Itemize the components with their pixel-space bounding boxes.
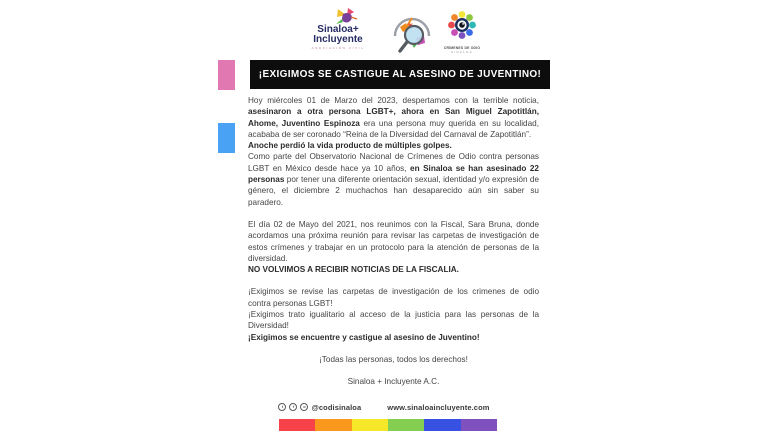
rainbow-segment (352, 419, 388, 431)
website-url: www.sinaloaincluyente.com (387, 402, 490, 412)
blue-accent-square (218, 123, 235, 153)
sinaloa-incluyente-logo (301, 8, 375, 50)
facebook-icon: f (289, 403, 297, 411)
paragraph: ¡Exigimos se revise las carpetas de investigación de los crimenes de odio contra personas LGBT! (248, 287, 539, 308)
social-icons (278, 403, 308, 411)
crimenes-odio-logo (436, 9, 488, 54)
header-logos (0, 0, 768, 58)
document-body (248, 95, 539, 388)
paragraph: El día 02 de Mayo del 2021, nos reunimos con la Fiscal, Sara Bruna, donde acordamos una próxima reunión para revisar las carpetas de investigación de estos crímenes y trabajar en un protocolo para la atención de personas de la diversidad. (248, 219, 539, 263)
magnifier-map-icon (391, 12, 433, 56)
flower-eye-icon (446, 9, 478, 41)
rainbow-segment (388, 419, 424, 431)
paragraph: ¡Exigimos se encuentre y castigue al asesino de Juventino! (248, 332, 480, 342)
banner-title: ¡EXIGIMOS SE CASTIGUE AL ASESINO DE JUVENTINO! (258, 69, 542, 80)
rainbow-segment (315, 419, 351, 431)
rainbow-segment (461, 419, 497, 431)
paragraph: Hoy miércoles 01 de Marzo del 2023, despertamos con la terrible noticia, asesinaron a otra persona LGBT+, ahora en San Miguel Zapotitlán, Ahome, Juventino Espinoza era una persona muy querida en su localidad, acababa de ser coronado “Reina de la Diversidad del Carnaval de Zapotitlán”. (248, 96, 539, 139)
rainbow-segment (279, 419, 315, 431)
paragraph: NO VOLVIMOS A RECIBIR NOTICIAS DE LA FISCALIA. (248, 265, 459, 275)
paragraph: Sinaloa + Incluyente A.C. (347, 377, 440, 387)
rainbow-stripe (279, 419, 497, 431)
twitter-icon: t (278, 403, 286, 411)
footer-contact-row (0, 401, 768, 413)
org-name-line1: Sinaloa+ (317, 24, 359, 35)
paragraph: ¡Todas las personas, todos los derechos! (319, 354, 468, 364)
title-banner (250, 60, 550, 89)
observatory-caption: CRÍMENES DE ODIO (443, 46, 481, 50)
rainbow-segment (424, 419, 460, 431)
pink-accent-square (218, 60, 235, 90)
observatory-caption-state: SINALOA (451, 50, 473, 54)
social-handle: @codisinaloa (311, 402, 362, 412)
paragraph: ¡Exigimos trato igualitario al acceso de la justicia para las personas de la Diversidad! (248, 310, 539, 331)
paragraph: Como parte del Observatorio Nacional de Crímenes de Odio contra personas LGBT en México desde hace ya 10 años, en Sinaloa se han asesinado 22 personas por tener una diferente orientación sexual, identidad y/o expresión de género, el diciembre 2 muchachos han desaparecido aún sin saber su paradero. (248, 152, 539, 207)
paragraph: Anoche perdió la vida producto de múltiples golpes. (248, 141, 452, 151)
instagram-icon: o (300, 403, 308, 411)
org-subtitle: ASOCIACIÓN CIVIL (311, 46, 365, 50)
org-name-line2: Incluyente (313, 34, 363, 45)
magnifier-map-logo (391, 12, 433, 61)
